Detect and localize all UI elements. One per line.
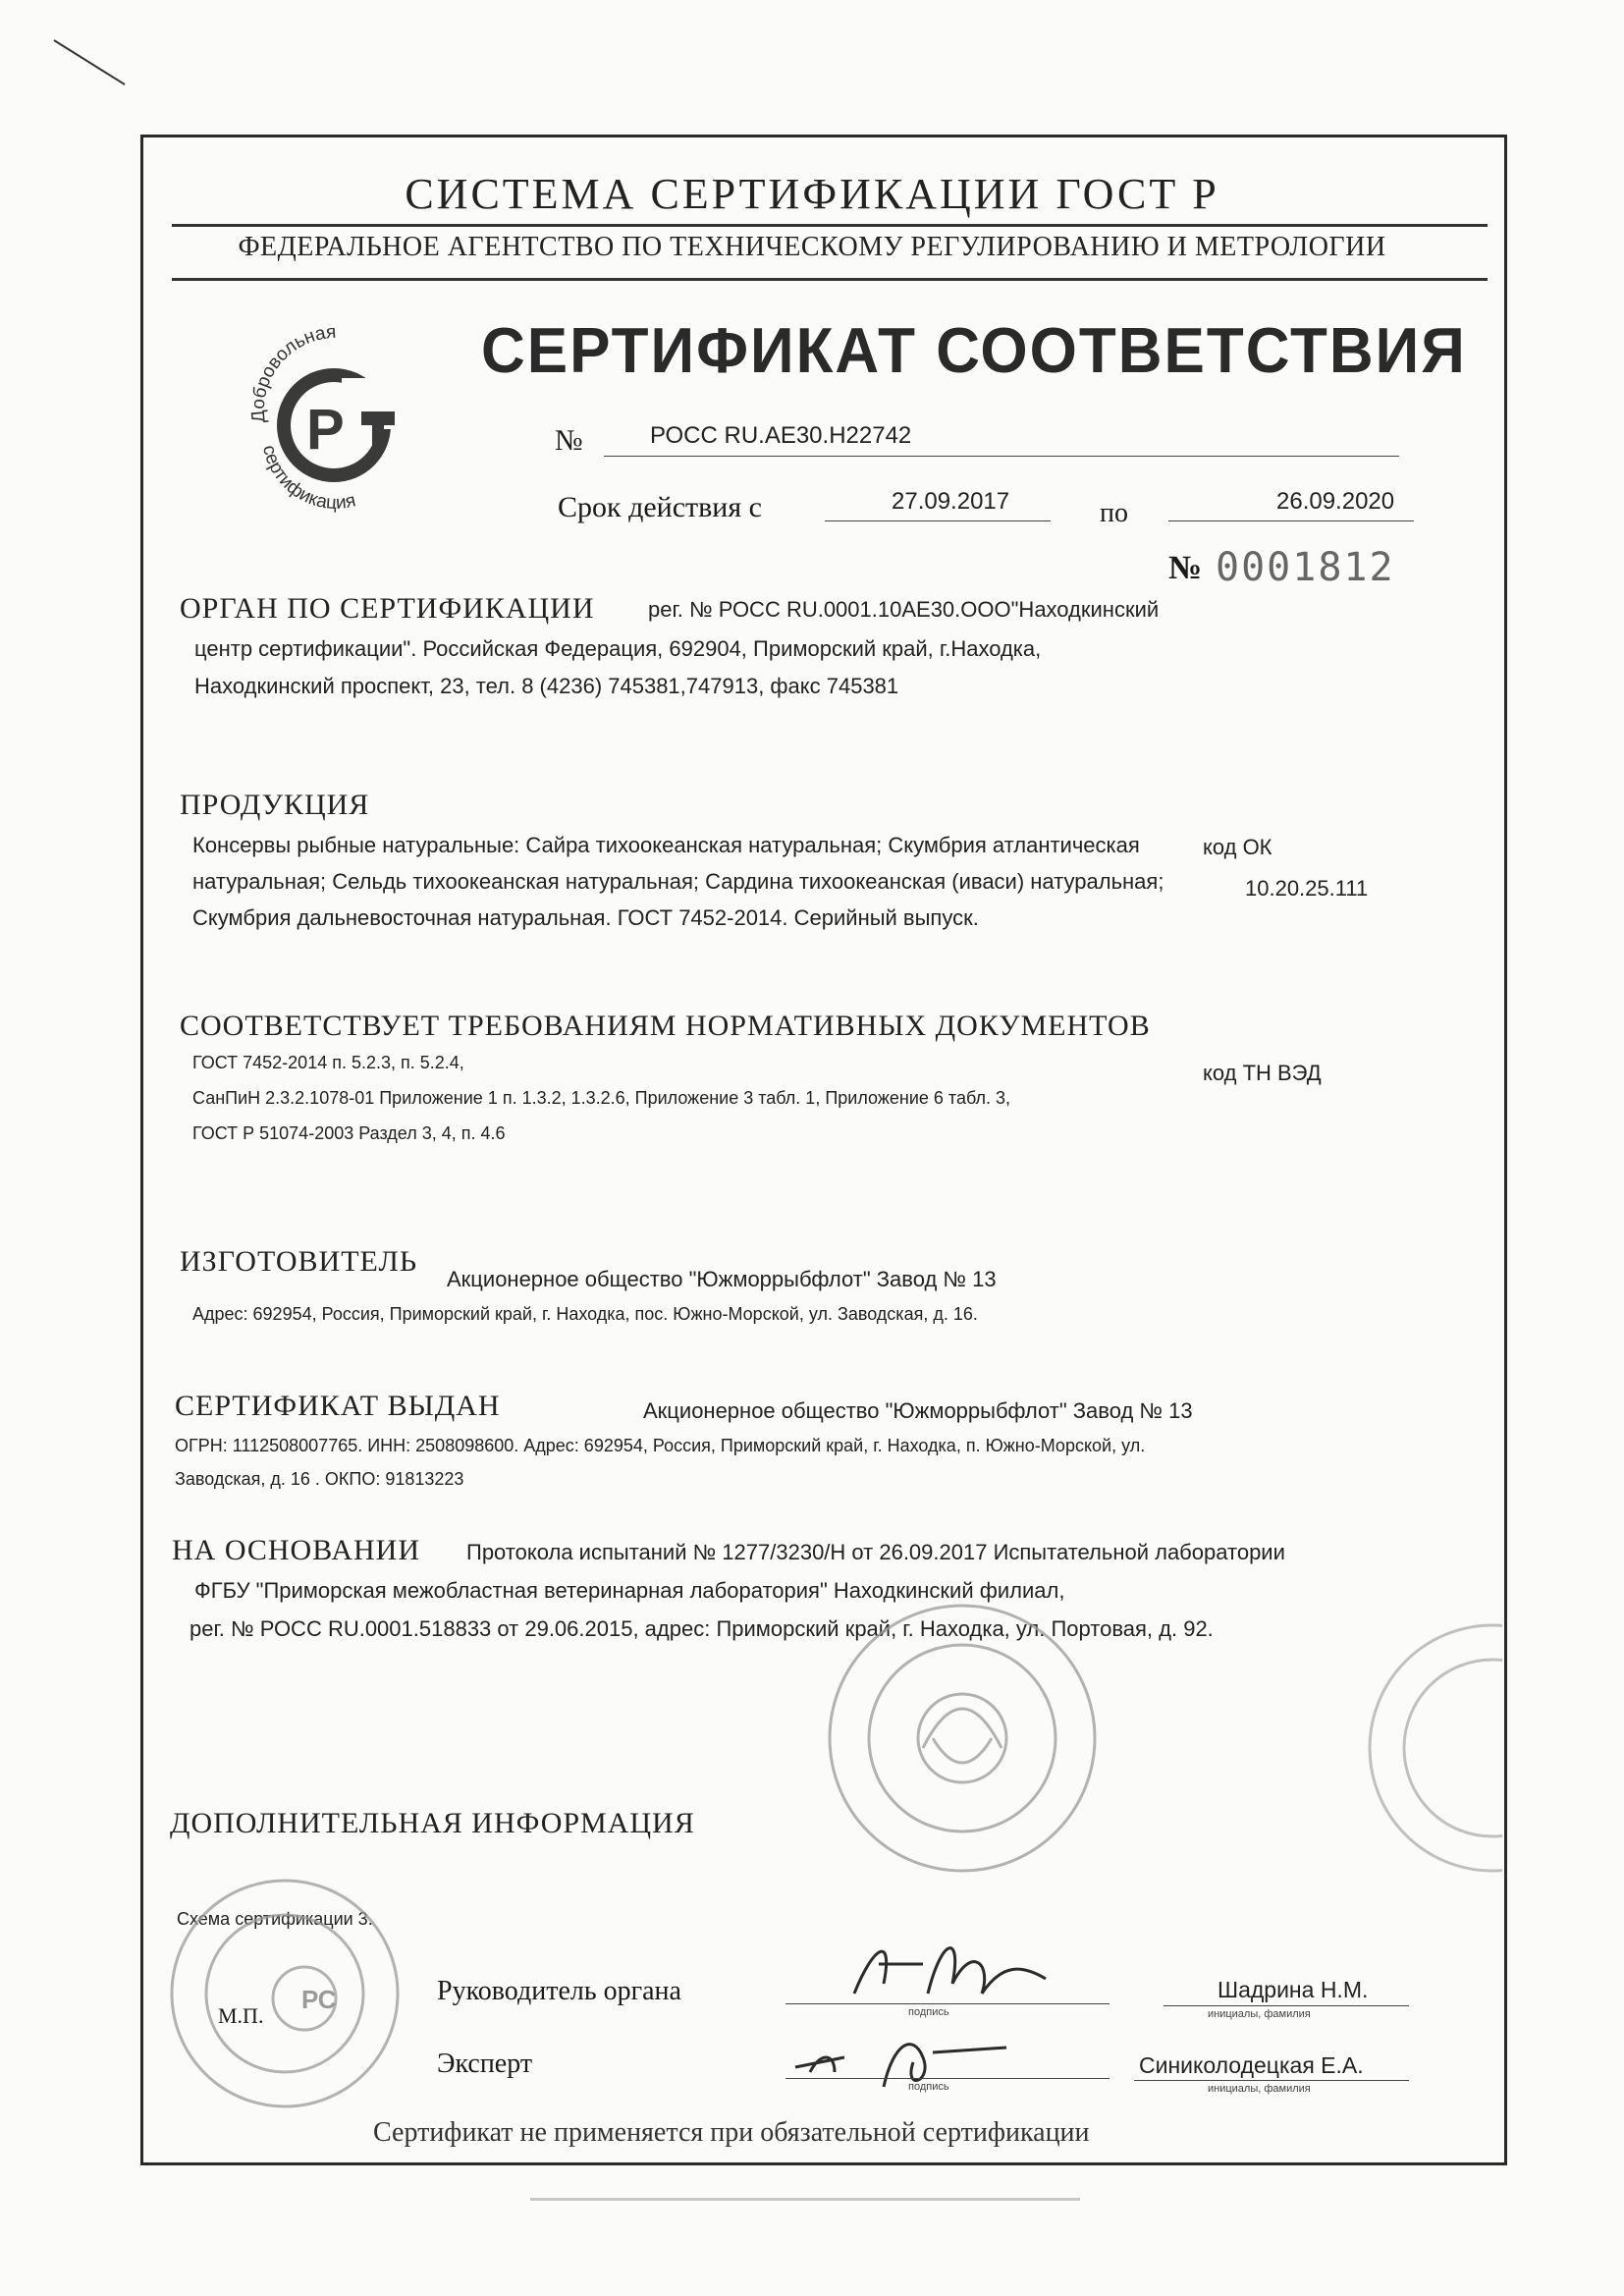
requirements-label: СООТВЕТСТВУЕТ ТРЕБОВАНИЯМ НОРМАТИВНЫХ ДОКУМЕНТОВ (180, 1010, 1151, 1042)
requirements-line-1: ГОСТ 7452-2014 п. 5.2.3, п. 5.2.4, (192, 1053, 464, 1072)
certificate-number: РОСС RU.АЕ30.Н22742 (650, 422, 912, 449)
valid-to-date: 26.09.2020 (1276, 488, 1395, 515)
issued-to-label: СЕРТИФИКАТ ВЫДАН (175, 1390, 501, 1422)
issued-to-line-2: Заводская, д. 16 . ОКПО: 91813223 (175, 1469, 464, 1489)
logo-bottom-text: сертификация (257, 443, 358, 514)
tnved-code-label: код ТН ВЭД (1203, 1061, 1322, 1085)
certification-system-title: СИСТЕМА СЕРТИФИКАЦИИ ГОСТ Р (405, 170, 1219, 218)
logo-top-text: Добровольная (247, 321, 337, 424)
underline (1168, 520, 1414, 521)
signature-caption: подпись (908, 2081, 949, 2093)
okp-code: 10.20.25.111 (1245, 876, 1369, 901)
name-caption: инициалы, фамилия (1208, 2083, 1311, 2095)
requirements-line-3: ГОСТ Р 51074-2003 Раздел 3, 4, п. 4.6 (192, 1123, 506, 1143)
signature-line (785, 2078, 1110, 2079)
company-stamp-icon (815, 1591, 1110, 1886)
basis-line-3: рег. № РОСС RU.0001.518833 от 29.06.2015, адрес: Приморский край, г. Находка, ул. Портовая, д. 92. (189, 1616, 1214, 1641)
valid-from-date: 27.09.2017 (892, 488, 1010, 515)
product-line-2: натуральная; Сельдь тихоокеанская натуральная; Сардина тихоокеанская (иваси) натуральная; (192, 869, 1164, 894)
name-caption: инициалы, фамилия (1208, 2008, 1311, 2020)
basis-label: НА ОСНОВАНИИ (172, 1534, 420, 1566)
expert-label: Эксперт (437, 2049, 533, 2079)
basis-line-2: ФГБУ "Приморская межобластная ветеринарная лаборатория" Находкинский филиал, (194, 1578, 1065, 1603)
divider (172, 278, 1488, 281)
underline (825, 520, 1051, 521)
svg-text:Р: Р (306, 398, 345, 462)
to-label: по (1100, 498, 1128, 528)
basis-line-1: Протокола испытаний № 1277/3230/Н от 26.09.2017 Испытательной лаборатории (466, 1540, 1285, 1564)
certification-body-line-3: Находкинский проспект, 23, тел. 8 (4236) 745381,747913, факс 745381 (194, 674, 899, 698)
manufacturer-name: Акционерное общество "Южморрыбфлот" Завод № 13 (447, 1267, 997, 1291)
agency-title: ФЕДЕРАЛЬНОЕ АГЕНТСТВО ПО ТЕХНИЧЕСКОМУ РЕГУЛИРОВАНИЮ И МЕТРОЛОГИИ (238, 232, 1386, 262)
head-of-body-name: Шадрина Н.М. (1218, 1977, 1369, 2002)
certification-body-line-1: рег. № РОСС RU.0001.10АЕ30.ООО"Находкинский (648, 597, 1160, 622)
product-line-3: Скумбрия дальневосточная натуральная. ГОСТ 7452-2014. Серийный выпуск. (192, 905, 979, 930)
name-line (1134, 2080, 1409, 2081)
document-title: СЕРТИФИКАТ СООТВЕТСТВИЯ (481, 315, 1467, 387)
svg-text:РС: РС (301, 1985, 337, 2014)
footer-note: Сертификат не применяется при обязательной сертификации (373, 2117, 1090, 2148)
form-number: 0001812 (1216, 545, 1395, 590)
expert-signature-icon (776, 2013, 1031, 2102)
number-label: № (555, 424, 583, 457)
okp-code-label: код ОК (1203, 835, 1272, 859)
name-line (1164, 2005, 1409, 2006)
certification-body-line-2: центр сертификации". Российская Федерация, 692904, Приморский край, г.Находка, (194, 636, 1042, 661)
head-of-body-label: Руководитель органа (437, 1976, 681, 2006)
printer-mark (530, 2198, 1080, 2201)
issued-to-line-1: ОГРН: 1112508007765. ИНН: 2508098600. Адрес: 692954, Россия, Приморский край, г. Находка, п. Южно-Морской, ул. (175, 1436, 1146, 1455)
form-number-label: № (1168, 550, 1203, 586)
scan-mark (53, 39, 125, 85)
product-line-1: Консервы рыбные натуральные: Сайра тихоокеанская натуральная; Скумбрия атлантическая (192, 833, 1140, 857)
divider (172, 224, 1488, 227)
signature-line (785, 2003, 1110, 2004)
signature-caption: подпись (908, 2006, 949, 2018)
manufacturer-address: Адрес: 692954, Россия, Приморский край, г. Находка, пос. Южно-Морской, ул. Заводская, д. 16. (192, 1304, 978, 1324)
expert-name: Синиколодецкая Е.А. (1139, 2052, 1364, 2078)
certification-scheme: Схема сертификации 3. (177, 1909, 373, 1929)
certification-body-seal-icon (162, 1871, 407, 2116)
issued-to-name: Акционерное общество "Южморрыбфлот" Завод № 13 (643, 1398, 1193, 1423)
requirements-line-2: СанПиН 2.3.2.1078-01 Приложение 1 п. 1.3.2, 1.3.2.6, Приложение 3 табл. 1, Приложение 6 табл. 3, (192, 1088, 1010, 1108)
additional-info-label: ДОПОЛНИТЕЛЬНАЯ ИНФОРМАЦИЯ (170, 1807, 695, 1839)
seal-place-label: М.П. (218, 2003, 264, 2028)
partial-stamp-icon (1335, 1611, 1502, 1886)
rst-logo-icon (236, 319, 432, 516)
underline (604, 456, 1399, 457)
product-label: ПРОДУКЦИЯ (180, 789, 370, 821)
manufacturer-label: ИЗГОТОВИТЕЛЬ (180, 1245, 418, 1278)
validity-label: Срок действия с (558, 491, 762, 523)
certification-body-label: ОРГАН ПО СЕРТИФИКАЦИИ (180, 592, 595, 625)
head-signature-icon (835, 1925, 1060, 2013)
